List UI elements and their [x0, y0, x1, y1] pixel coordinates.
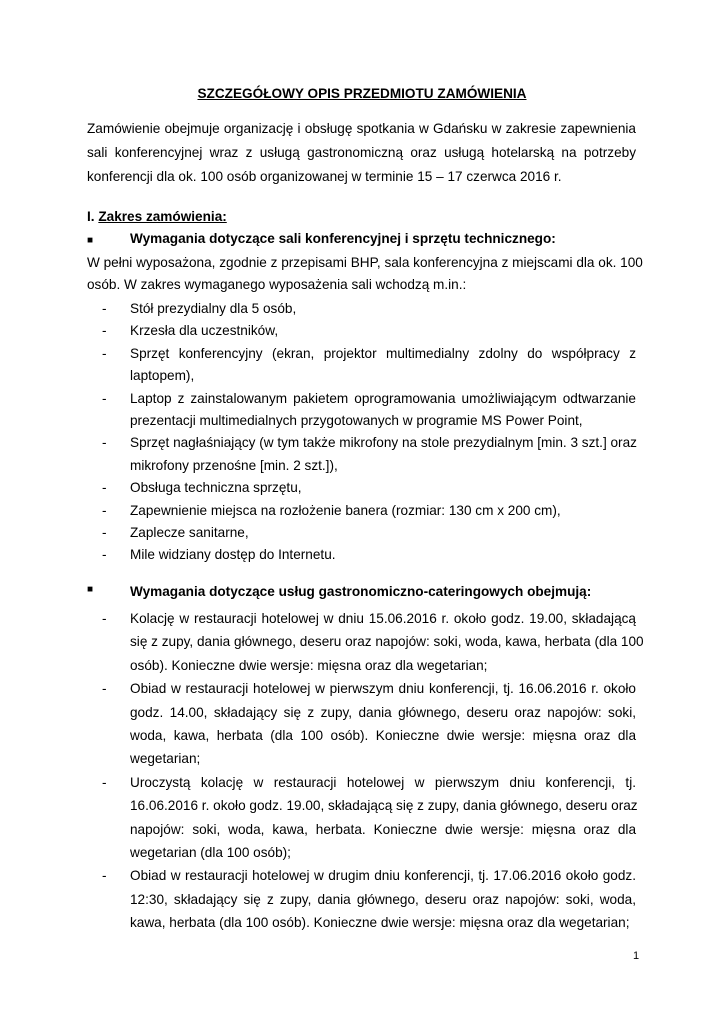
catering-item-line: Uroczystą kolację w restauracji hotelowej w pierwszym dniu konferencji, tj. [130, 774, 636, 790]
equipment-item [87, 298, 636, 320]
document-title: SZCZEGÓŁOWY OPIS PRZEDMIOTU ZAMÓWIENIA [197, 86, 527, 101]
equipment-item-line: Zaplecze sanitarne, [130, 525, 249, 541]
dash-bullet-icon: - [102, 301, 107, 316]
catering-item [87, 677, 636, 771]
section-number: I. [87, 209, 95, 224]
catering-item-line: osób). Konieczne dwie wersje: mięsna oraz dla wegetarian; [130, 657, 488, 673]
catering-item-line: wegetarian; [130, 751, 201, 767]
equipment-list [87, 298, 636, 567]
equipment-item-line: laptopem), [130, 368, 195, 384]
catering-item [87, 771, 636, 865]
dash-bullet-icon: - [102, 323, 107, 339]
catering-item [87, 607, 644, 677]
equipment-item [87, 522, 636, 544]
equipment-item-line: Sprzęt nagłaśniający (w tym także mikrofony na stole prezydialnym [min. 3 szt.] oraz [130, 435, 637, 451]
dash-bullet-icon: - [102, 868, 107, 884]
catering-item-line: Obiad w restauracji hotelowej w pierwszym dniu konferencji, tj. 16.06.2016 r. około [130, 681, 636, 697]
dash-bullet-icon: - [102, 525, 107, 541]
catering-item-line: 12:30, składający się z zupy, dania głównego, deseru oraz napojów: soki, woda, [130, 891, 636, 907]
dash-bullet-icon: - [102, 502, 107, 518]
equipment-item [87, 432, 636, 477]
equipment-item-line: Stół prezydialny dla 5 osób, [130, 301, 297, 316]
catering-item-line: woda, kawa, herbata (dla 100 osób). Konieczne dwie wersje: mięsna oraz dla [130, 728, 636, 744]
conference-paragraph-line: osób. W zakres wymaganego wyposażenia sali wchodzą m.in.: [87, 277, 467, 292]
dash-bullet-icon: - [102, 435, 107, 451]
square-bullet-icon: ■ [87, 584, 94, 595]
intro-line: sali konferencyjnej wraz z usługą gastronomiczną oraz usługą hotelarską na potrzeby [87, 145, 636, 160]
catering-item-line: napojów: soki, woda, kawa, herbata. Konieczne dwie wersje: mięsna oraz dla [130, 821, 636, 837]
equipment-item-line: Mile widziany dostęp do Internetu. [130, 547, 336, 563]
conference-paragraph-line: W pełni wyposażona, zgodnie z przepisami BHP, sala konferencyjna z miejscami dla ok. 100 [87, 255, 643, 270]
catering-item-line: się z zupy, dania głównego, deseru oraz napojów: soki, woda, kawa, herbata (dla 100 [130, 634, 644, 650]
section-heading [87, 209, 227, 224]
catering-item [87, 864, 636, 934]
equipment-item-line: Obsługa techniczna sprzętu, [130, 480, 302, 496]
equipment-item [87, 544, 636, 566]
equipment-item-line: Sprzęt konferencyjny (ekran, projektor multimedialny zdolny do współpracy z [130, 345, 636, 361]
equipment-item-line: Laptop z zainstalowanym pakietem oprogramowania umożliwiającym odtwarzanie [130, 390, 636, 406]
dash-bullet-icon: - [102, 611, 107, 626]
equipment-item-line: Krzesła dla uczestników, [130, 323, 279, 339]
intro-paragraph [87, 117, 636, 189]
catering-heading-text: Wymagania dotyczące usług gastronomiczno-cateringowych obejmują: [130, 584, 592, 599]
catering-item-line: 16.06.2016 r. około godz. 19.00, składającą się z zupy, dania głównego, deseru oraz [130, 798, 638, 814]
equipment-item-line: prezentacji multimedialnych przygotowanych w programie MS Power Point, [130, 413, 583, 429]
catering-item-line: kawa, herbata (dla 100 osób). Konieczne dwie wersje: mięsna oraz dla wegetarian; [130, 915, 630, 931]
equipment-item-line: Zapewnienie miejsca na rozłożenie banera (rozmiar: 130 cm x 200 cm), [130, 502, 561, 518]
dash-bullet-icon: - [102, 547, 107, 563]
catering-item-line: Obiad w restauracji hotelowej w drugim dniu konferencji, tj. 17.06.2016 około godz. [130, 868, 636, 884]
equipment-item-line: mikrofony przenośne [min. 2 szt.]), [130, 457, 338, 473]
intro-line: Zamówienie obejmuje organizację i obsługę spotkania w Gdańsku w zakresie zapewnienia [87, 121, 636, 136]
equipment-item [87, 320, 636, 342]
catering-item-line: godz. 14.00, składający się z zupy, dania głównego, deseru oraz napojów: soki, [130, 704, 636, 720]
conference-paragraph [87, 252, 643, 296]
page-number: 1 [633, 950, 640, 962]
dash-bullet-icon: - [102, 681, 107, 697]
equipment-item [87, 500, 636, 522]
equipment-item [87, 388, 636, 433]
section-title: Zakres zamówienia: [98, 209, 227, 224]
square-bullet-icon: ■ [87, 235, 94, 246]
dash-bullet-icon: - [102, 345, 107, 361]
dash-bullet-icon: - [102, 480, 107, 496]
conference-heading-text: Wymagania dotyczące sali konferencyjnej i sprzętu technicznego: [130, 231, 556, 246]
intro-line: konferencji dla ok. 100 osób organizowanej w terminie 15 – 17 czerwca 2016 r. [87, 169, 562, 184]
equipment-item [87, 477, 636, 499]
catering-list [87, 607, 644, 935]
catering-item-line: wegetarian (dla 100 osób); [130, 845, 291, 861]
dash-bullet-icon: - [102, 774, 107, 790]
catering-item-line: Kolację w restauracji hotelowej w dniu 15.06.2016 r. około godz. 19.00, składającą [130, 611, 636, 626]
equipment-item [87, 343, 636, 388]
dash-bullet-icon: - [102, 390, 107, 406]
